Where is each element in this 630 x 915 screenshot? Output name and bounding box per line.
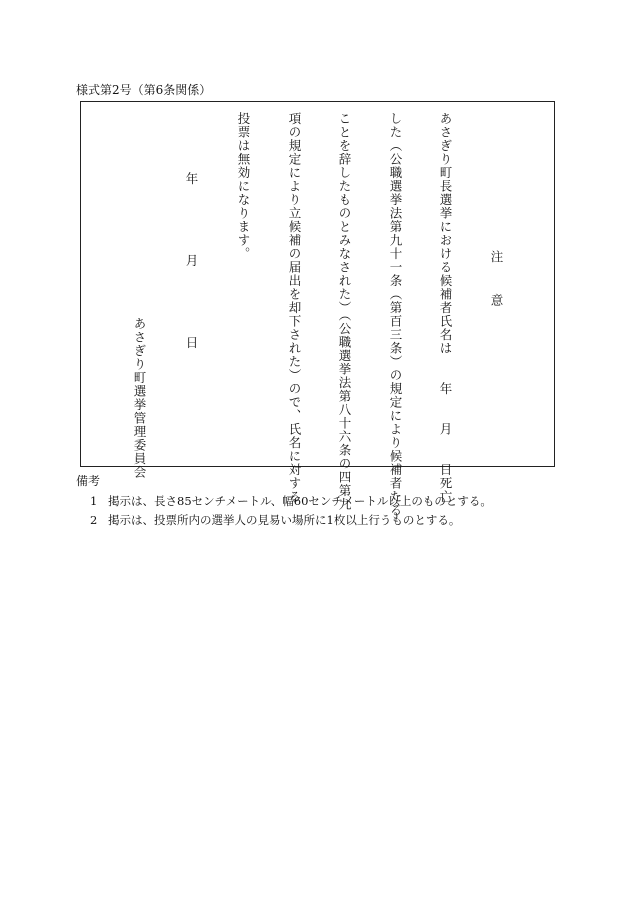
note-item bbox=[90, 513, 460, 527]
notice-date: 年 月 日 bbox=[184, 172, 199, 357]
note-text: 掲示は、投票所内の選挙人の見易い場所に1枚以上行うものとする。 bbox=[108, 513, 461, 527]
form-number-label: 様式第2号（第6条関係） bbox=[76, 83, 212, 97]
note-item bbox=[90, 494, 492, 508]
notice-line-4: 項の規定により立候補の届出を却下された）ので、氏名に対する bbox=[287, 112, 302, 504]
note-number: 1 bbox=[90, 494, 98, 508]
note-number: 2 bbox=[90, 513, 98, 527]
notice-issuer: あさぎり町選挙管理委員会 bbox=[132, 317, 147, 479]
note-text: 掲示は、長さ85センチメートル、幅60センチメートル以上のものとする。 bbox=[108, 494, 492, 508]
notice-line-2: した（公職選挙法第九十一条（第百三条）の規定により候補者たる bbox=[388, 112, 403, 517]
notice-line-3: ことを辞したものとみなされた）（公職選挙法第八十六条の四第九 bbox=[337, 112, 352, 511]
notice-line-5: 投票は無効になります。 bbox=[236, 112, 251, 261]
notice-line-1: あさぎり町長選挙における候補者氏名は 年 月 日死亡 bbox=[438, 112, 453, 504]
notice-title: 注 意 bbox=[489, 250, 504, 308]
notes-heading: 備考 bbox=[76, 474, 101, 488]
